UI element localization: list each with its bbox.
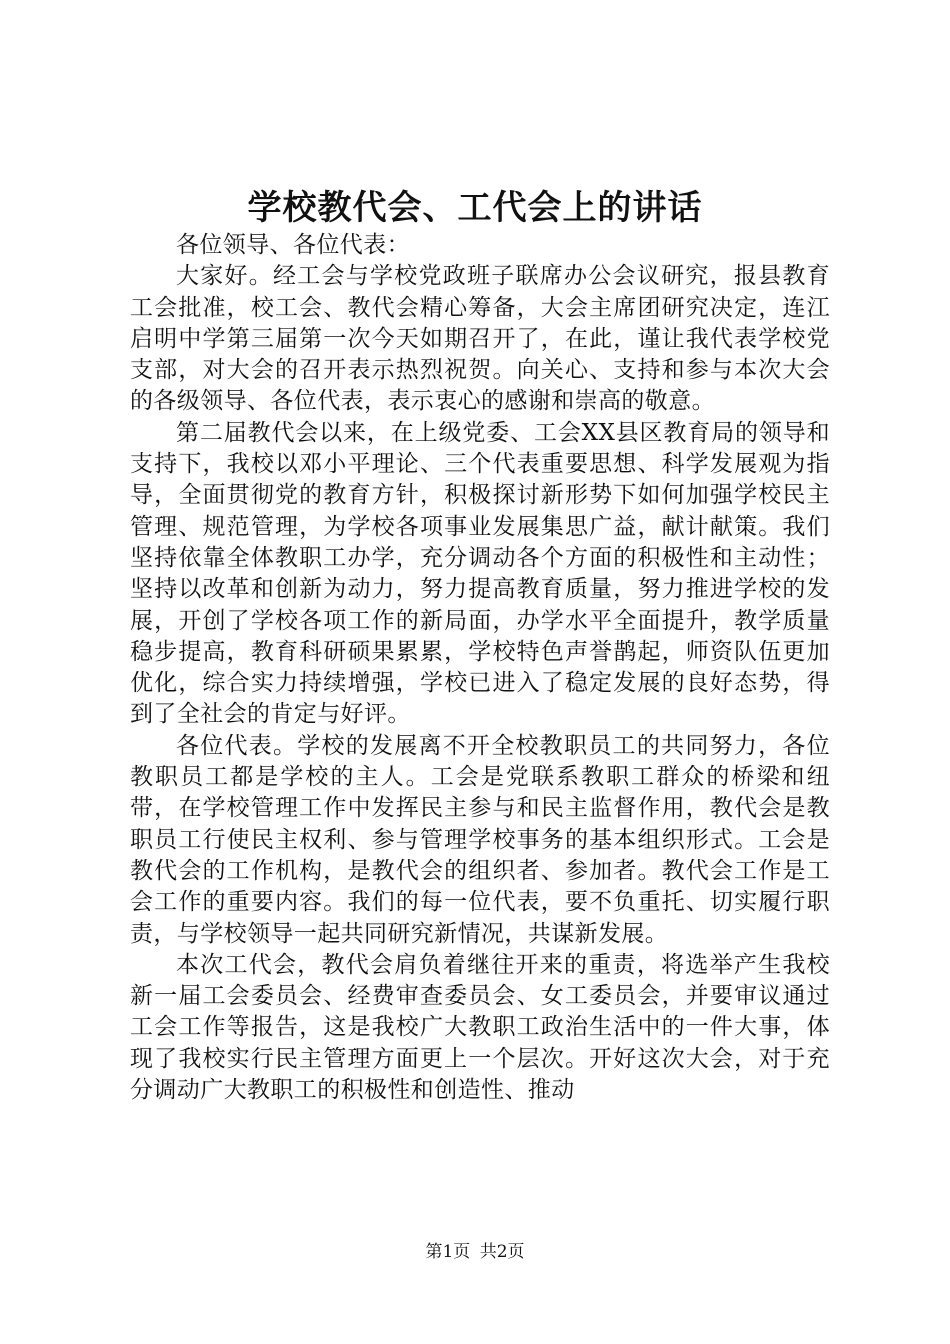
document-title: 学校教代会、工代会上的讲话	[247, 188, 703, 228]
page-total: 共2页	[479, 1242, 525, 1262]
document-body	[130, 230, 830, 1106]
page-number: 第1页	[425, 1242, 471, 1262]
body-paragraph: 第二届教代会以来，在上级党委、工会XX县区教育局的领导和支持下，我校以邓小平理论、三个代表重要思想、科学发展观为指导，全面贯彻党的教育方针，积极探讨新形势下如何加强学校民主管理、规范管理，为学校各项事业发展集思广益，献计献策。我们坚持依靠全体教职工办学，充分调动各个方面的积极性和主动性；坚持以改革和创新为动力，努力提高教育质量，努力推进学校的发展，开创了学校各项工作的新局面，办学水平全面提升，教学质量稳步提高，教育科研硕果累累，学校特色声誉鹊起，师资队伍更加优化，综合实力持续增强，学校已进入了稳定发展的良好态势，得到了全社会的肯定与好评。	[130, 419, 830, 728]
body-paragraph: 本次工代会，教代会肩负着继往开来的重责，将选举产生我校新一届工会委员会、经费审查委员会、女工委员会，并要审议通过工会工作等报告，这是我校广大教职工政治生活中的一件大事，体现了我校实行民主管理方面更上一个层次。开好这次大会，对于充分调动广大教职工的积极性和创造性、推动	[130, 951, 830, 1104]
body-paragraph: 大家好。经工会与学校党政班子联席办公会议研究，报县教育工会批准，校工会、教代会精心筹备，大会主席团研究决定，连江启明中学第三届第一次今天如期召开了，在此，谨让我代表学校党支部，对大会的召开表示热烈祝贺。向关心、支持和参与本次大会的各级领导、各位代表，表示衷心的感谢和崇高的敬意。	[130, 263, 830, 415]
body-paragraph: 各位代表。学校的发展离不开全校教职员工的共同努力，各位教职员工都是学校的主人。工会是党联系教职工群众的桥梁和纽带，在学校管理工作中发挥民主参与和民主监督作用，教代会是教职员工行使民主权利、参与管理学校事务的基本组织形式。工会是教代会的工作机构，是教代会的组织者、参加者。教代会工作是工会工作的重要内容。我们的每一位代表，要不负重托、切实履行职责，与学校领导一起共同研究新情况，共谋新发展。	[130, 732, 830, 947]
page-footer	[0, 1240, 950, 1264]
salutation-paragraph: 各位领导、各位代表：	[176, 232, 410, 258]
